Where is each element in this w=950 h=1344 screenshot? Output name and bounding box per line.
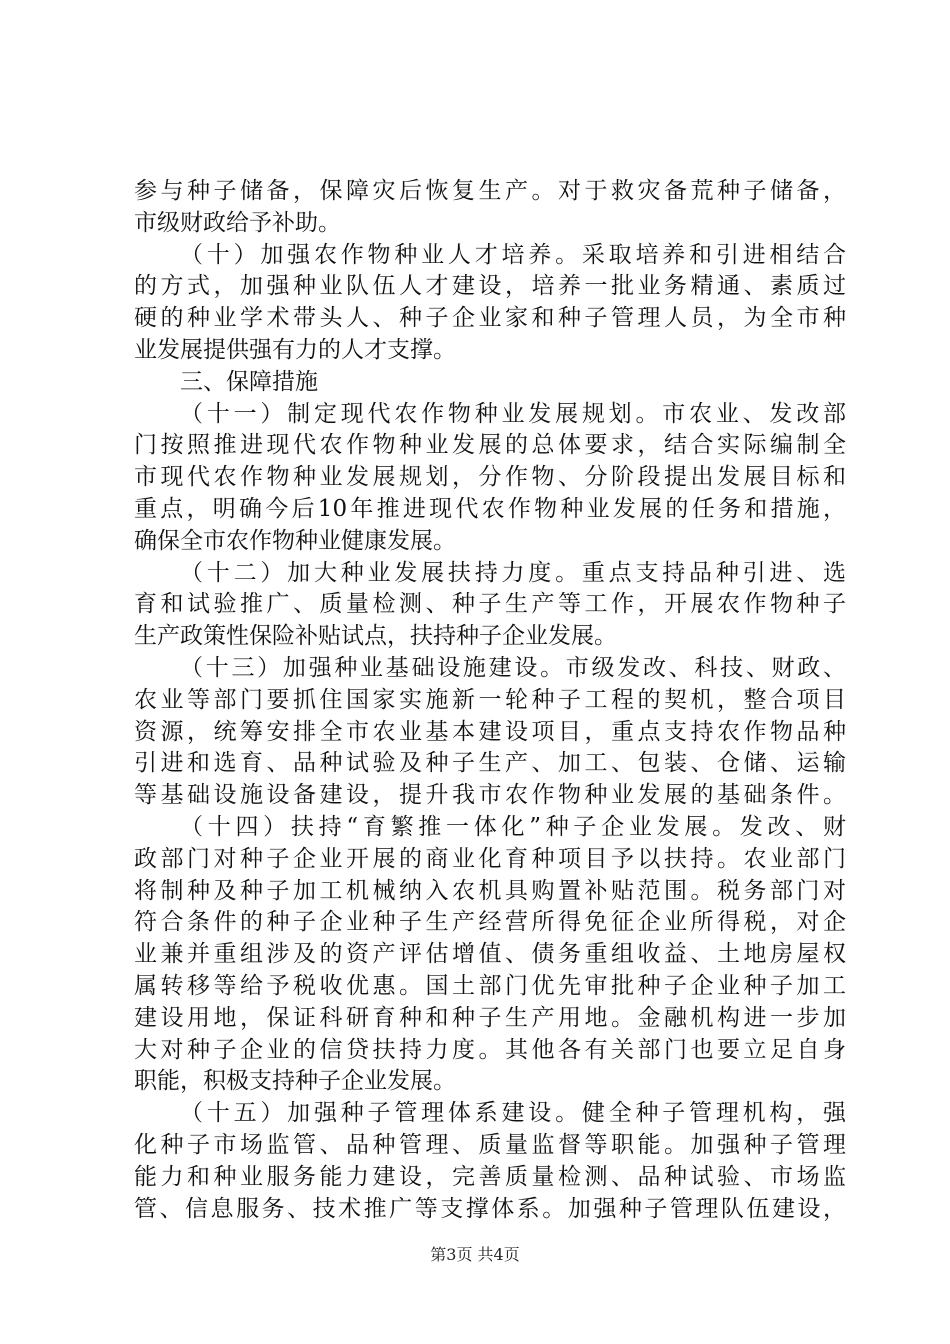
- text-line: （十五）加强种子管理体系建设。健全种子管理机构，强: [180, 1100, 846, 1127]
- text-line: 业兼并重组涉及的资产评估增值、债务重组收益、土地房屋权: [134, 941, 846, 968]
- text-line: 管、信息服务、技术推广等支撑体系。加强种子管理队伍建设，: [134, 1195, 846, 1222]
- text-line: （十）加强农作物种业人才培养。采取培养和引进相结合: [180, 241, 846, 268]
- body-text: [134, 176, 846, 1225]
- text-line: （十二）加大种业发展扶持力度。重点支持品种引进、选: [180, 559, 846, 586]
- text-line: 业发展提供强有力的人才支撑。: [134, 336, 456, 363]
- text-line: 资源，统筹安排全市农业基本建设项目，重点支持农作物品种: [134, 718, 846, 745]
- text-line: 三、保障措施: [180, 368, 318, 395]
- text-line: 市现代农作物种业发展规划，分作物、分阶段提出发展目标和: [134, 464, 846, 491]
- text-line: 门按照推进现代农作物种业发展的总体要求，结合实际编制全: [134, 432, 846, 459]
- text-line: 化种子市场监管、品种管理、质量监督等职能。加强种子管理: [134, 1131, 846, 1158]
- text-line: （十三）加强种业基础设施建设。市级发改、科技、财政、: [180, 654, 846, 681]
- text-line: 属转移等给予税收优惠。国土部门优先审批种子企业种子加工: [134, 972, 846, 999]
- text-line: 农业等部门要抓住国家实施新一轮种子工程的契机，整合项目: [134, 686, 846, 713]
- text-line: 市级财政给予补助。: [134, 209, 341, 236]
- text-line: 重点，明确今后10年推进现代农作物种业发展的任务和措施，: [134, 495, 846, 522]
- text-line: 的方式，加强种业队伍人才建设，培养一批业务精通、素质过: [134, 273, 846, 300]
- text-line: 引进和选育、品种试验及种子生产、加工、包装、仓储、运输: [134, 750, 846, 777]
- page-footer: 第3页 共4页: [430, 1245, 520, 1264]
- text-line: （十四）扶持“育繁推一体化”种子企业发展。发改、财: [180, 813, 846, 840]
- text-line: 参与种子储备，保障灾后恢复生产。对于救灾备荒种子储备，: [134, 178, 846, 204]
- text-line: 大对种子企业的信贷扶持力度。其他各有关部门也要立足自身: [134, 1036, 846, 1063]
- text-line: 等基础设施设备建设，提升我市农作物种业发展的基础条件。: [134, 782, 846, 809]
- text-line: 能力和种业服务能力建设，完善质量检测、品种试验、市场监: [134, 1163, 846, 1190]
- text-line: 硬的种业学术带头人、种子企业家和种子管理人员，为全市种: [134, 305, 846, 332]
- text-line: 确保全市农作物种业健康发展。: [134, 527, 456, 554]
- text-line: 建设用地，保证科研育种和种子生产用地。金融机构进一步加: [134, 1004, 846, 1031]
- text-line: 政部门对种子企业开展的商业化育种项目予以扶持。农业部门: [134, 845, 846, 872]
- text-line: 生产政策性保险补贴试点，扶持种子企业发展。: [134, 623, 617, 650]
- text-line: （十一）制定现代农作物种业发展规划。市农业、发改部: [180, 400, 846, 427]
- text-line: 职能，积极支持种子企业发展。: [134, 1068, 456, 1095]
- text-line: 育和试验推广、质量检测、种子生产等工作，开展农作物种子: [134, 591, 846, 618]
- text-line: 符合条件的种子企业种子生产经营所得免征企业所得税，对企: [134, 909, 846, 936]
- text-line: 将制种及种子加工机械纳入农机具购置补贴范围。税务部门对: [134, 877, 846, 904]
